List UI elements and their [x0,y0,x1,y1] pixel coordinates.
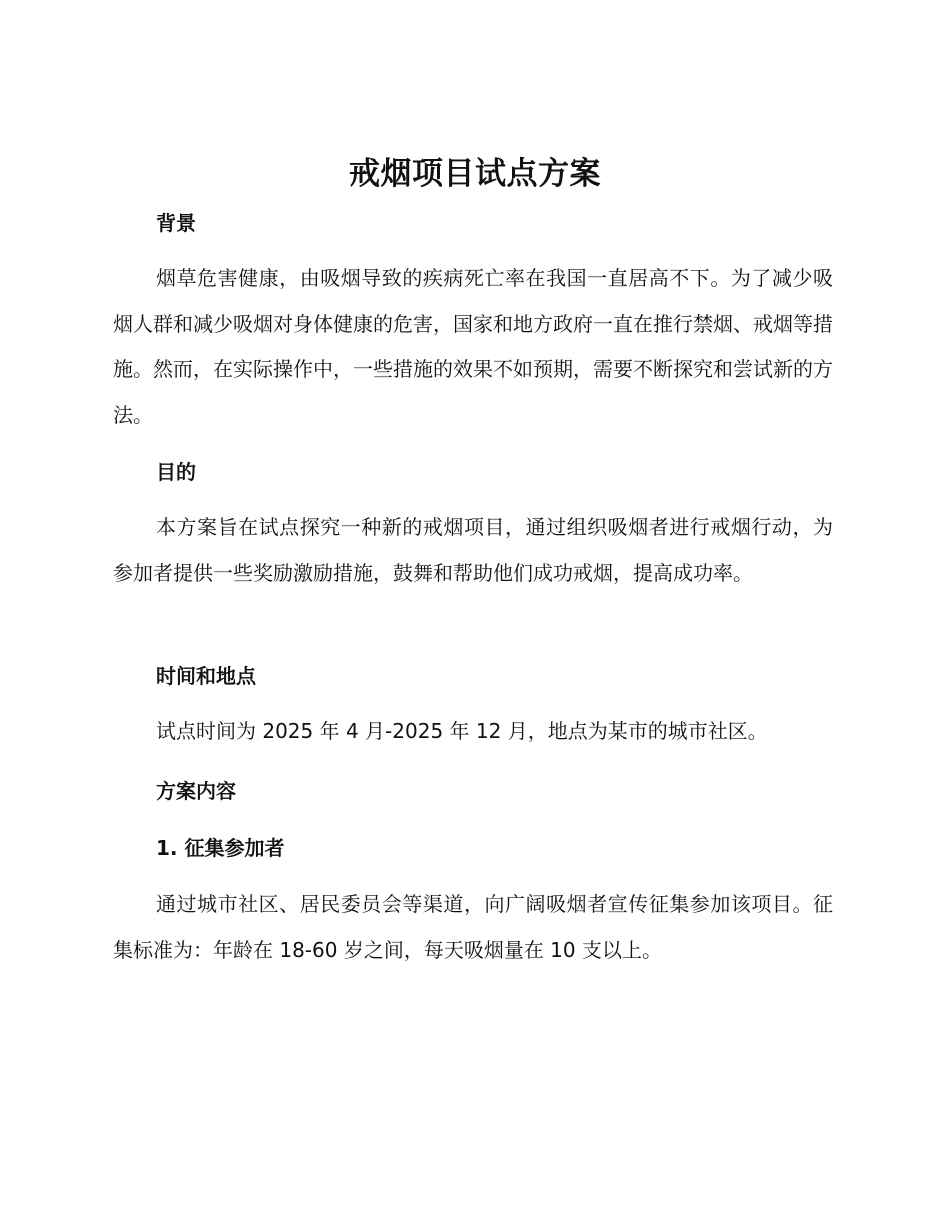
section-heading-background: 背景 [156,211,196,235]
document-title: 戒烟项目试点方案 [349,156,601,192]
section-paragraph-purpose: 本方案旨在试点探究一种新的戒烟项目，通过组织吸烟者进行戒烟行动，为参加者提供一些奖励激励措施，鼓舞和帮助他们成功戒烟，提高成功率。 [113,515,833,585]
section-paragraph-background: 烟草危害健康，由吸烟导致的疾病死亡率在我国一直居高不下。为了减少吸烟人群和减少吸烟对身体健康的危害，国家和地方政府一直在推行禁烟、戒烟等措施。然而，在实际操作中，一些措施的效果不如预期，需要不断探究和尝试新的方法。 [113,266,833,427]
section-heading-time-place: 时间和地点 [156,664,256,688]
section-paragraph-recruit: 通过城市社区、居民委员会等渠道，向广阔吸烟者宣传征集参加该项目。征集标准为：年龄在 18-60 岁之间，每天吸烟量在 10 支以上。 [113,892,833,962]
section-heading-recruit: 1. 征集参加者 [156,836,285,860]
section-heading-content: 方案内容 [156,779,236,803]
section-heading-purpose: 目的 [156,460,196,484]
section-paragraph-time-place: 试点时间为 2025 年 4 月-2025 年 12 月，地点为某市的城市社区。 [156,719,768,743]
